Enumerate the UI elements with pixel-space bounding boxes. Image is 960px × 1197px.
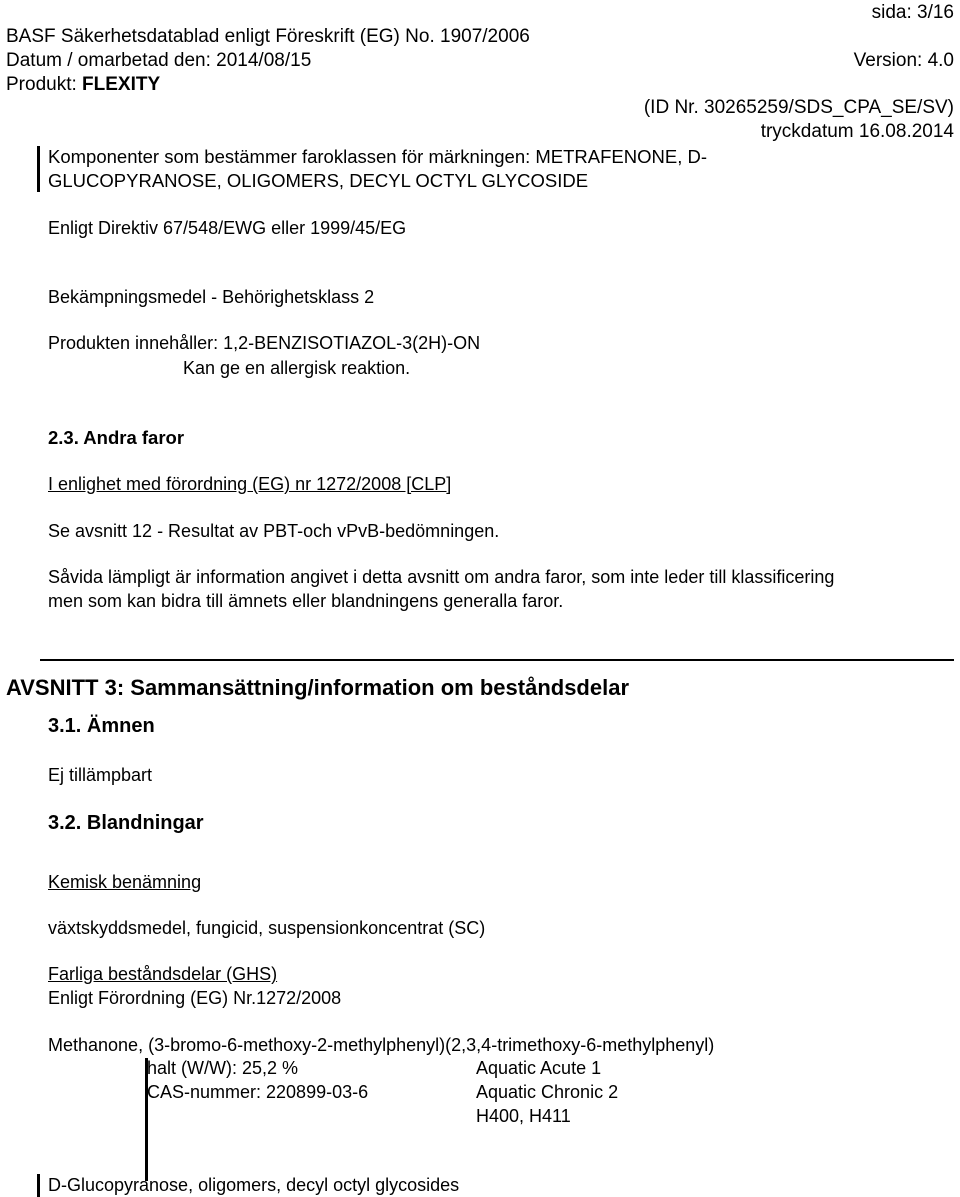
substances-heading: 3.1. Ämnen [48,715,155,737]
pbt-note: Se avsnitt 12 - Resultat av PBT-och vPvB-bedömningen. [48,521,500,541]
hazardous-components-label: Farliga beståndsdelar (GHS) [48,964,278,984]
product-label: Produkt: [6,74,83,95]
section3-heading: AVSNITT 3: Sammansättning/information om beståndsdelar [6,675,630,700]
component-2-name: D-Glucopyranose, oligomers, decyl octyl glycosides [48,1175,460,1195]
revision-bar [37,146,40,192]
version-label: Version: 4.0 [853,50,954,71]
chemical-name-value: växtskyddsmedel, fungicid, suspensionkoncentrat (SC) [48,918,486,938]
component-1-hazard-2: Aquatic Chronic 2 [476,1082,619,1102]
document-id: (ID Nr. 30265259/SDS_CPA_SE/SV) [643,97,954,118]
clp-regulation: I enlighet med förordning (EG) nr 1272/2008 [CLP] [48,474,452,494]
component-1-content: halt (W/W): 25,2 % [147,1058,299,1078]
components-line-1: Komponenter som bestämmer faroklassen för märkningen: METRAFENONE, D- [48,146,708,167]
product-line [6,74,160,96]
revision-bar [37,1174,40,1197]
other-hazards-heading: 2.3. Andra faror [48,427,185,448]
allergy-text: Kan ge en allergisk reaktion. [183,358,411,378]
section-divider [40,659,954,661]
product-name: FLEXITY [82,74,161,95]
component-1-hazard-1: Aquatic Acute 1 [476,1058,602,1078]
document-title: BASF Säkerhetsdatablad enligt Föreskrift (EG) No. 1907/2006 [6,26,530,47]
info-line-2: men som kan bidra till ämnets eller blandningens generalla faror. [48,591,564,611]
substances-value: Ej tillämpbart [48,765,153,785]
chemical-name-label: Kemisk benämning [48,872,202,892]
directive-text: Enligt Direktiv 67/548/EWG eller 1999/45/EG [48,218,407,238]
component-1-h-statements: H400, H411 [476,1106,571,1126]
print-date: tryckdatum 16.08.2014 [760,121,954,142]
contains-text: Produkten innehåller: 1,2-BENZISOTIAZOL-3(2H)-ON [48,333,481,353]
mixtures-heading: 3.2. Blandningar [48,812,204,834]
components-line-2: GLUCOPYRANOSE, OLIGOMERS, DECYL OCTYL GLYCOSIDE [48,170,589,191]
info-line-1: Såvida lämpligt är information angivet i detta avsnitt om andra faror, som inte leder till klassificering [48,567,835,587]
ghs-regulation: Enligt Förordning (EG) Nr.1272/2008 [48,988,342,1008]
pesticide-class: Bekämpningsmedel - Behörighetsklass 2 [48,287,375,307]
component-1-cas: CAS-nummer: 220899-03-6 [147,1082,369,1102]
component-1-name: Methanone, (3-bromo-6-methoxy-2-methylphenyl)(2,3,4-trimethoxy-6-methylphenyl) [48,1035,715,1055]
revision-date: Datum / omarbetad den: 2014/08/15 [6,50,312,71]
page-number: sida: 3/16 [871,2,954,23]
